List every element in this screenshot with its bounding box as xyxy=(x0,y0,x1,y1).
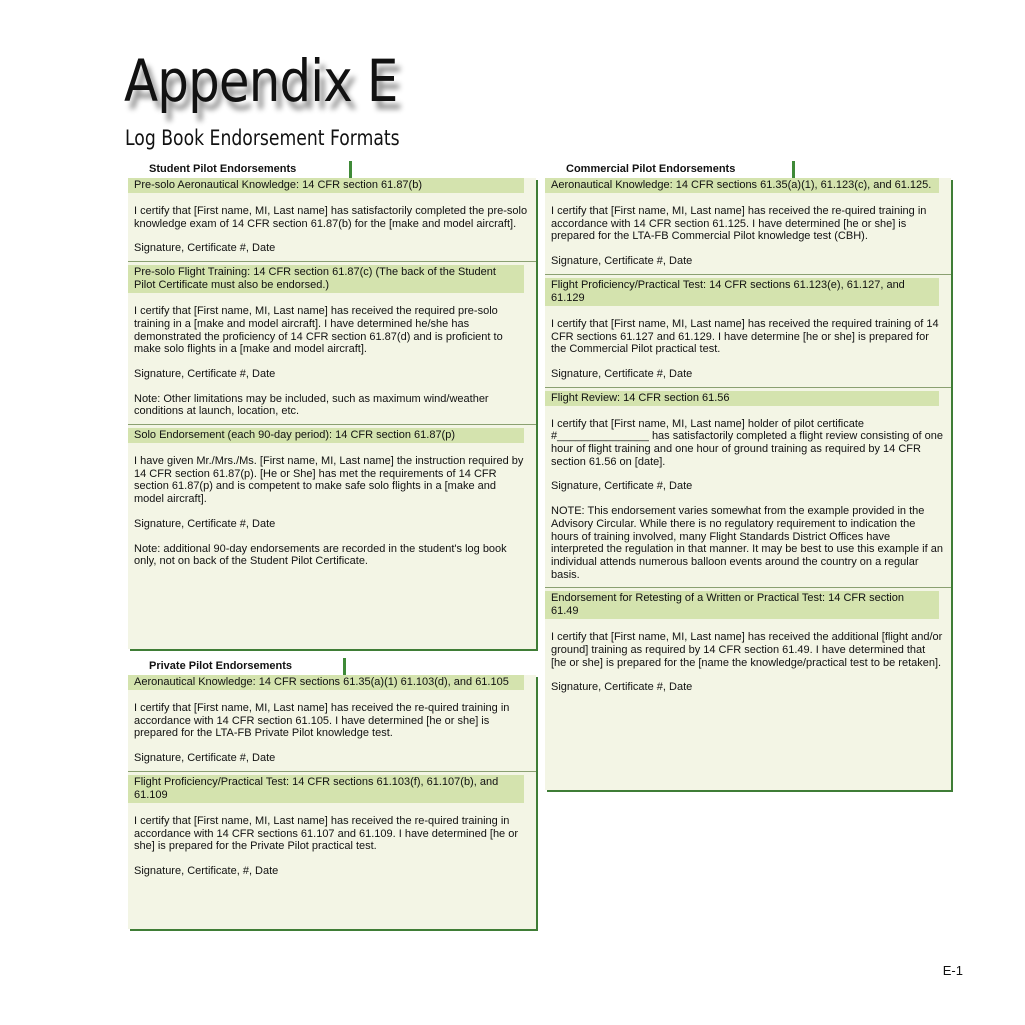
page-subtitle: Log Book Endorsement Formats xyxy=(125,126,400,150)
private-aeronautical-knowledge xyxy=(128,675,536,772)
tab-commercial-pilot: Commercial Pilot Endorsements xyxy=(551,161,795,178)
signature-line: Signature, Certificate #, Date xyxy=(551,367,693,380)
section-heading: Endorsement for Retesting of a Written or Practical Test: 14 CFR section 61.49 xyxy=(545,591,939,619)
student-pilot-panel xyxy=(128,178,536,649)
endorsement-text: I certify that [First name, MI, Last name] has received the required training of 14 CFR sections 61.127 and 61.129. I have determine [he or she] is prepared for the Commercial Pilot practical test. xyxy=(551,317,939,356)
commercial-flight-review xyxy=(545,391,951,589)
commercial-pilot-panel xyxy=(545,178,951,790)
private-pilot-panel xyxy=(128,675,536,929)
student-presolo-flight xyxy=(128,265,536,425)
endorsement-text: I have given Mr./Mrs./Ms. [First name, MI, Last name] the instruction required by 14 CFR section 61.87(p). [He or She] has met the requirements of 14 CFR section 61.87(p) and is competent to make safe solo flights in a [make and model aircraft]. xyxy=(134,455,524,506)
endorsement-text: I certify that [First name, MI, Last name] has satisfactorily completed the pre-solo knowledge exam of 14 CFR section 61.87(b) for the [make and model aircraft]. xyxy=(134,205,528,230)
signature-line: Signature, Certificate #, Date xyxy=(551,681,693,694)
page-number: E-1 xyxy=(942,963,963,978)
signature-line: Signature, Certificate #, Date xyxy=(134,517,276,530)
section-heading: Solo Endorsement (each 90-day period): 14 CFR section 61.87(p) xyxy=(128,428,524,443)
endorsement-text: I certify that [First name, MI, Last name] has received the re-quired training in accordance with 14 CFR section 61.105. I have determined [he or she] is prepared for the LTA-FB Private Pilot knowledge test. xyxy=(134,702,510,740)
section-heading: Flight Proficiency/Practical Test: 14 CFR sections 61.103(f), 61.107(b), and 61.109 xyxy=(128,775,524,803)
note-text: Note: additional 90-day endorsements are recorded in the student's log book only, not on back of the Student Pilot Certificate. xyxy=(134,542,507,568)
commercial-flight-proficiency xyxy=(545,278,951,388)
signature-line: Signature, Certificate #, Date xyxy=(134,367,276,380)
signature-line: Signature, Certificate #, Date xyxy=(551,480,693,493)
note-text: NOTE: This endorsement varies somewhat from the example provided in the Advisory Circular. While there is no regulatory requirement to indication the hours of training involved, many Flight Standards District Offices have interpreted the regulation in that manner. It may be best to use this example if an individual attends numerous balloon events around the country on a regular basis. xyxy=(551,505,943,581)
section-heading: Aeronautical Knowledge: 14 CFR sections 61.35(a)(1) 61.103(d), and 61.105 xyxy=(128,675,524,690)
signature-line: Signature, Certificate #, Date xyxy=(134,752,276,765)
signature-line: Signature, Certificate, #, Date xyxy=(134,864,279,877)
commercial-retesting xyxy=(545,591,951,700)
section-heading: Aeronautical Knowledge: 14 CFR sections 61.35(a)(1), 61.123(c), and 61.125. xyxy=(545,178,939,193)
endorsement-text: I certify that [First name, MI, Last name] has received the re-quired training in accordance with 14 CFR section 61.125. I have determined [he or she] is prepared for the LTA-FB Commercial Pilot knowledge test (CBH). xyxy=(551,205,927,243)
endorsement-text: I certify that [First name, MI, Last name] holder of pilot certificate #_______________ has satisfactorily completed a flight review consisting of one hour of flight training and one hour of ground training as required by 14 CFR section 61.56 on [date]. xyxy=(551,417,943,468)
endorsement-text: I certify that [First name, MI, Last name] has received the additional [flight and/or ground] training as required by 14 CFR section 61.49. I have determined that [he or she] is prepared for the [name the knowledge/practical test to be retaken]. xyxy=(551,631,943,669)
student-solo-endorsement xyxy=(128,428,536,574)
section-heading: Pre-solo Aeronautical Knowledge: 14 CFR section 61.87(b) xyxy=(128,178,524,193)
student-presolo-knowledge xyxy=(128,178,536,262)
section-heading: Flight Proficiency/Practical Test: 14 CFR sections 61.123(e), 61.127, and 61.129 xyxy=(545,278,939,306)
signature-line: Signature, Certificate #, Date xyxy=(551,255,693,268)
private-flight-proficiency xyxy=(128,775,536,884)
endorsement-text: I certify that [First name, MI, Last name] has received the required pre-solo training in a [make and model aircraft]. I have determined he/she has demonstrated the proficiency of 14 CFR section 61.87(d) and is proficient to make solo flights in a [make and model aircraft]. xyxy=(134,305,503,356)
note-text: Note: Other limitations may be included, such as maximum wind/weather conditions at launch, location, etc. xyxy=(134,392,489,418)
commercial-aeronautical-knowledge xyxy=(545,178,951,275)
tab-private-pilot: Private Pilot Endorsements xyxy=(134,658,346,675)
tab-student-pilot: Student Pilot Endorsements xyxy=(134,161,352,178)
section-heading: Pre-solo Flight Training: 14 CFR section 61.87(c) (The back of the Student Pilot Certificate must also be endorsed.) xyxy=(128,265,524,293)
signature-line: Signature, Certificate #, Date xyxy=(134,242,276,255)
section-heading: Flight Review: 14 CFR section 61.56 xyxy=(545,391,939,406)
endorsement-text: I certify that [First name, MI, Last name] has received the re-quired training in accordance with 14 CFR sections 61.107 and 61.109. I have determined [he or she] is prepared for the Private Pilot practical test. xyxy=(134,814,519,853)
page-title: Appendix E xyxy=(124,47,398,115)
